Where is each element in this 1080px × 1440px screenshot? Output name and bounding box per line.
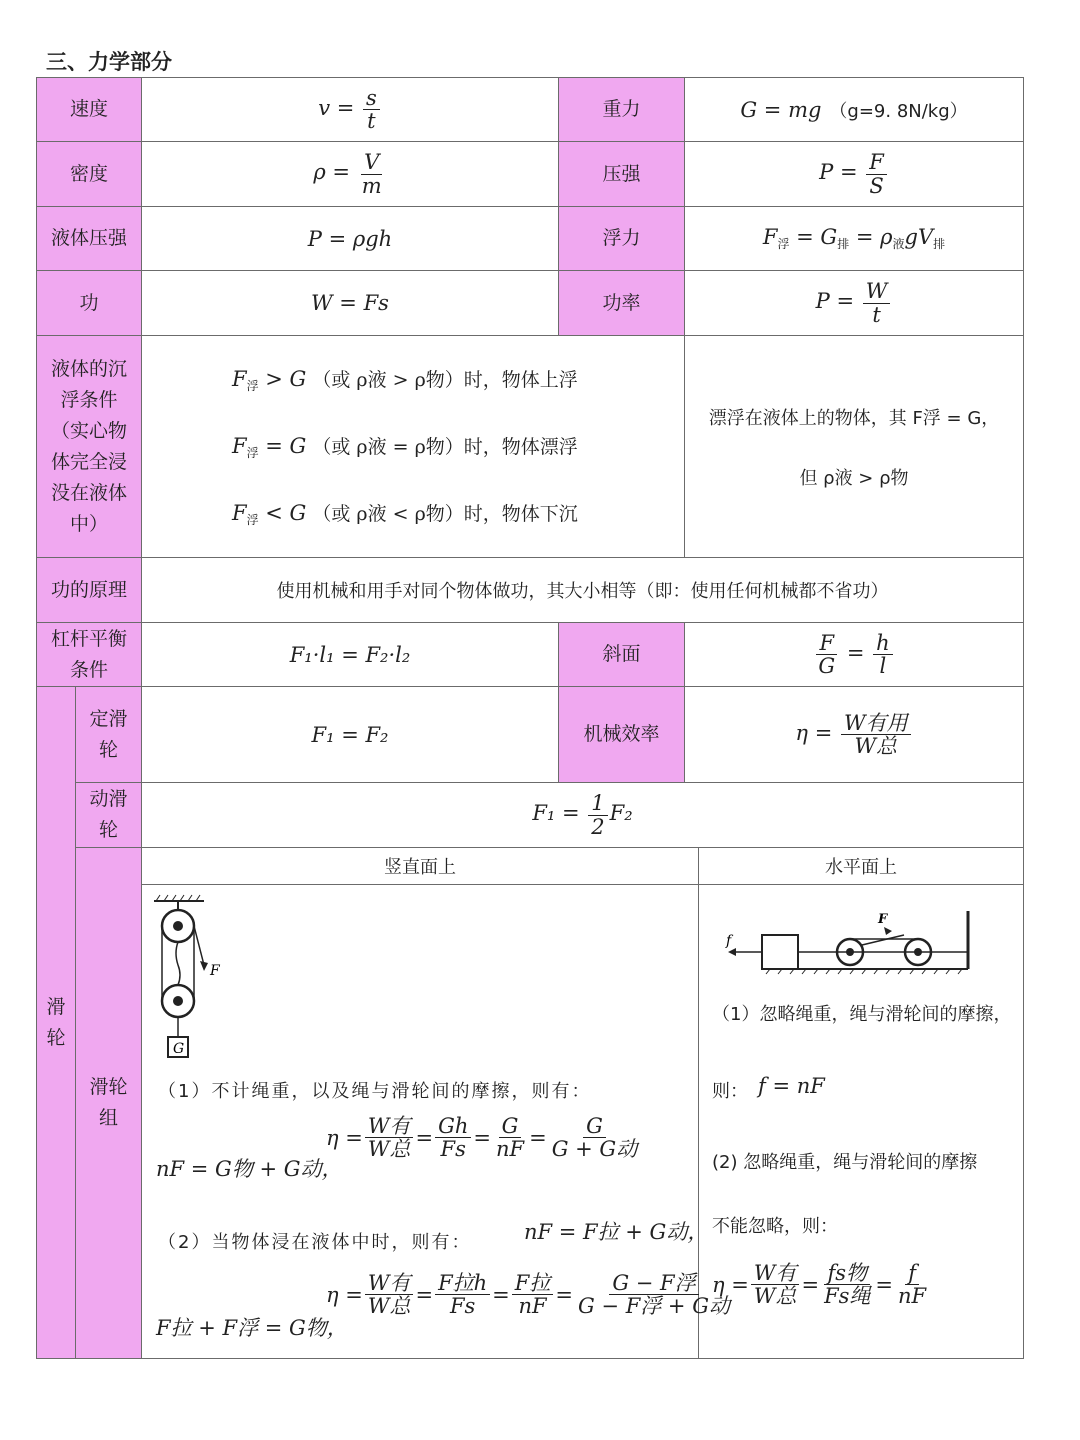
weight-label: G: [173, 1041, 185, 1057]
work-formula: W = Fs: [141, 270, 559, 336]
efficiency-formula: η = $\frac{\text{W有用}}{\text{W总}}$: [684, 686, 1024, 783]
condition-sink: $F_浮 < G$ （或 ρ液 < ρ物）时，物体下沉: [232, 501, 578, 527]
buoyancy-formula: $F_浮 = G_排 = \rho_液gV_排$: [684, 206, 1024, 271]
floating-note-line1: 漂浮在液体上的物体，其 F浮 = G，: [708, 407, 1000, 429]
pulley-label: 滑轮: [36, 686, 76, 1359]
horizontal-pulley-diagram: [722, 905, 976, 975]
vertical-case1-text: （1）不计绳重，以及绳与滑轮间的摩擦，则有：: [158, 1081, 592, 1102]
density-formula: ρ = $\frac{V}{m}$: [141, 141, 559, 207]
floating-note-line2: 但 ρ液 > ρ物: [799, 467, 909, 489]
vertical-header: 竖直面上: [141, 847, 699, 885]
pressure-label: 压强: [558, 141, 685, 207]
friction-label: f: [726, 933, 732, 949]
incline-formula: $\frac{F}{G}$ = $\frac{h}{l}$: [684, 622, 1024, 687]
movable-pulley-formula: F₁ = $\frac{1}{2}$ F₂: [141, 782, 1024, 848]
friction-arrow-icon: [728, 948, 736, 956]
density-label: 密度: [36, 141, 142, 207]
fixed-pulley-label: 定滑轮: [75, 686, 142, 783]
floating-note: [684, 335, 1024, 558]
horizontal-eta: η = $\frac{\text{W有}}{\text{W总}}$ = $\frac{\text{fs物}}{\text{Fs绳}}$ = $\frac{f}{nF}$: [712, 1261, 927, 1309]
lever-label: 杠杆平衡条件: [36, 622, 142, 687]
liquid-pressure-label: 液体压强: [36, 206, 142, 271]
vertical-case2-text: （2）当物体浸在液体中时，则有：: [158, 1232, 472, 1253]
horizontal-header: 水平面上: [698, 847, 1024, 885]
vertical-eq1: nF = G物 + G动，: [156, 1157, 343, 1181]
sink-float-label: 液体的沉浮条件（实心物体完全浸没在液体中）: [36, 335, 142, 558]
vertical-pulley-diagram: [148, 893, 238, 1063]
object-block: [762, 935, 798, 969]
condition-float: $F_浮 = G$ （或 ρ液 = ρ物）时，物体漂浮: [232, 434, 578, 460]
horizontal-then: 则：: [712, 1081, 748, 1102]
pull-force-label: F: [878, 912, 888, 927]
movable-pulley-label: 动滑轮: [75, 782, 142, 848]
horizontal-case2-line2: 不能忽略，则：: [712, 1216, 838, 1237]
horizontal-case1-text: （1）忽略绳重，绳与滑轮间的摩擦，: [712, 1004, 1012, 1025]
gravity-label: 重力: [558, 77, 685, 142]
force-label: F: [210, 963, 220, 979]
condition-rise: $F_浮 > G$ （或 ρ液 > ρ物）时，物体上浮: [232, 367, 578, 393]
efficiency-label: 机械效率: [558, 686, 685, 783]
work-principle-text: 使用机械和用手对同个物体做功，其大小相等（即：使用任何机械都不省功）: [141, 557, 1024, 623]
liquid-pressure-formula: P = ρgh: [141, 206, 559, 271]
lever-formula: F₁·l₁ = F₂·l₂: [141, 622, 559, 687]
work-principle-label: 功的原理: [36, 557, 142, 623]
pressure-formula: P = $\frac{F}{S}$: [684, 141, 1024, 207]
vertical-eq2: F拉 + F浮 = G物，: [156, 1316, 348, 1340]
incline-label: 斜面: [558, 622, 685, 687]
vertical-eta1: η = $\frac{\text{W有}}{\text{W总}}$ = $\frac{Gh}{Fs}$ = $\frac{G}{nF}$ = $\frac{G}{\text{G + G动}}$: [326, 1114, 638, 1162]
fixed-pulley-formula: F₁ = F₂: [141, 686, 559, 783]
speed-formula: v = $\frac{s}{t}$: [141, 77, 559, 142]
speed-label: 速度: [36, 77, 142, 142]
horizontal-case2-line1: (2) 忽略绳重，绳与滑轮间的摩擦: [712, 1152, 978, 1173]
horizontal-eq1: f = nF: [758, 1074, 825, 1098]
work-label: 功: [36, 270, 142, 336]
vertical-eta2: η = $\frac{\text{W有}}{\text{W总}}$ = $\frac{\text{F拉h}}{Fs}$ = $\frac{\text{F拉}}{nF}$ = $\frac{\text{G − F浮}}{\text{G − F浮 + G动}}$: [326, 1271, 730, 1319]
section-title: 三、力学部分: [46, 50, 172, 74]
force-arrow-icon: [200, 961, 208, 971]
buoyancy-label: 浮力: [558, 206, 685, 271]
power-formula: P = $\frac{W}{t}$: [684, 270, 1024, 336]
power-label: 功率: [558, 270, 685, 336]
vertical-case2-eq: nF = F拉 + G动，: [524, 1220, 709, 1244]
sink-float-conditions: [141, 335, 685, 558]
gravity-formula: G = mg （g=9. 8N/kg）: [684, 77, 1024, 142]
pull-force-arrow-icon: [884, 927, 892, 935]
pulley-block-label: 滑轮组: [75, 847, 142, 1359]
